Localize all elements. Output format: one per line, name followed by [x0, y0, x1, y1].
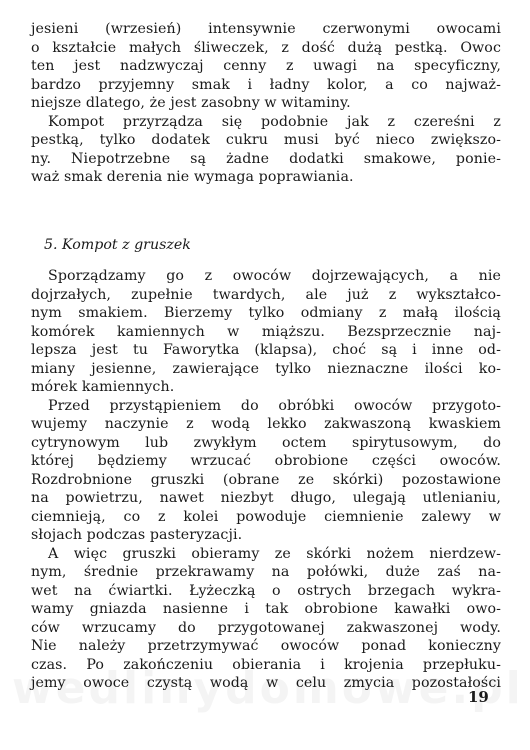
text-line: Nie należy przetrzymywać owoców ponad konieczny — [31, 638, 501, 654]
text-line: na powietrzu, nawet niezbyt długo, ulegają utlenianiu, — [31, 490, 501, 506]
text-line: wamy gniazda nasienne i tak obrobione kawałki owo- — [31, 601, 501, 617]
text-line: słojach podczas pasteryzacji. — [31, 527, 243, 543]
text-line: nym, średnie przekrawamy na połówki, duże zaś na- — [31, 564, 501, 580]
text-line: A więc gruszki obieramy ze skórki nożem nierdzew- — [48, 545, 501, 562]
text-line: niejsze dlatego, że jest zasobny w witaminy. — [31, 95, 351, 111]
text-line: Kompot przyrządza się podobnie jak z czereśni z — [48, 113, 501, 130]
text-line: lepsza jest tu Faworytka (klapsa), choć są i inne od- — [31, 342, 501, 358]
text-line: Przed przystąpieniem do obróbki owoców przygoto- — [48, 397, 501, 414]
section-heading: 5. Kompot z gruszek — [44, 237, 191, 253]
watermark — [12, 664, 522, 714]
text-line: ten jest nadzwyczaj cenny z uwagi na specyficzny, — [31, 58, 501, 74]
text-line: waż smak derenia nie wymaga poprawiania. — [31, 169, 354, 185]
text-line: nym smakiem. Bierzemy tylko odmiany z małą ilością — [31, 305, 501, 321]
text-line: ców wrzucamy do przygotowanej zakwaszonej wody. — [31, 619, 501, 636]
text-line: bardzo przyjemny smak i ładny kolor, a co najważ- — [31, 76, 501, 93]
text-line: mórek kamiennych. — [31, 379, 175, 395]
text-line: czas. Po zakończeniu obierania i krojenia przepłuku- — [31, 656, 501, 673]
text-line: komórek kamiennych w miąższu. Bezsprzecznie naj- — [31, 323, 501, 340]
text-line: wet na ćwiartki. Łyżeczką o ostrych brzegach wykra- — [31, 582, 501, 599]
text-line: cytrynowym lub zwykłym octem spirytusowym, do — [31, 434, 501, 451]
text-line: Rozdrobnione gruszki (obrane ze skórki) pozostawione — [31, 471, 501, 488]
text-line: jemy owoce czystą wodą w celu zmycia pozostałości — [31, 675, 501, 691]
text-block-derenie — [31, 20, 501, 187]
text-line: miany jesienne, zawierające tylko nieznaczne ilości ko- — [31, 360, 501, 377]
text-line: o kształcie małych śliweczek, z dość dużą pestką. Owoc — [31, 39, 501, 56]
text-line: ny. Niepotrzebne są żadne dodatki smakowe, ponie- — [31, 150, 501, 167]
text-line: dojrzałych, zupełnie twardych, ale już z wykształco- — [31, 286, 501, 303]
text-line: jesieni (wrzesień) intensywnie czerwonymi owocami — [31, 21, 501, 37]
text-line: ciemnieją, co z kolei powoduje ciemnienie zalewy w — [31, 508, 501, 525]
text-line: której będziemy wrzucać obrobione części owoców. — [31, 453, 501, 469]
text-block-gruszki — [31, 267, 501, 693]
page-number: 19 — [468, 688, 489, 706]
text-line: pestką, tylko dodatek cukru musi być nieco zwiększo- — [31, 132, 501, 148]
text-line: wujemy naczynie z wodą lekko zakwaszoną kwaskiem — [31, 416, 501, 432]
text-line: Sporządzamy go z owoców dojrzewających, a nie — [48, 268, 501, 284]
